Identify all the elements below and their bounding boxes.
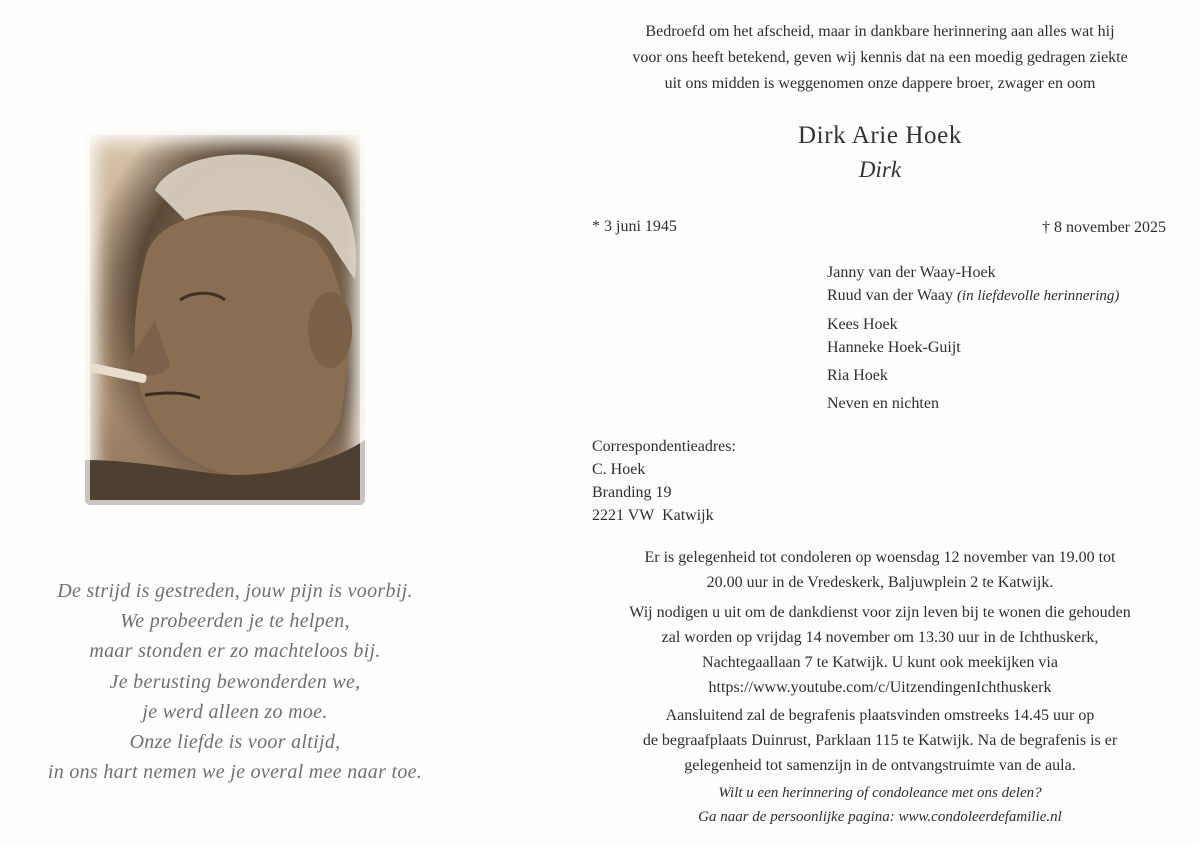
family-member: Neven en nichten — [827, 395, 939, 412]
deceased-nickname: Dirk — [858, 157, 902, 182]
poem-line: maar stonden er zo machteloos bij. — [89, 640, 381, 663]
service-line: Nachtegaallaan 7 te Katwijk. U kunt ook meekijken via — [702, 654, 1058, 671]
family-group — [827, 392, 1119, 415]
poem-line: Je berusting bewonderden we, — [109, 670, 361, 693]
right-panel — [585, 0, 1175, 846]
burial-info — [585, 703, 1175, 778]
address-line: Correspondentieadres: — [592, 438, 736, 455]
family-member: Ria Hoek — [827, 367, 888, 384]
deceased-name: Dirk Arie Hoek — [798, 122, 962, 149]
share-line: Wilt u een herinnering of condoleance met ons delen? — [718, 785, 1042, 801]
burial-line: Aansluitend zal de begrafenis plaatsvinden omstreeks 14.45 uur op — [665, 707, 1095, 724]
poem-line: We probeerden je te helpen, — [120, 610, 350, 633]
birth-date: * 3 juni 1945 — [592, 218, 677, 235]
portrait-illustration — [85, 130, 365, 505]
left-panel — [0, 0, 470, 846]
burial-line: gelegenheid tot samenzijn in de ontvangstruimte van de aula. — [684, 757, 1076, 774]
death-date: † 8 november 2025 — [1042, 219, 1166, 236]
intro-line: voor ons heeft betekend, geven wij kennis dat na een moedig gedragen ziekte — [632, 49, 1128, 66]
share-link[interactable]: Ga naar de persoonlijke pagina: www.condoleerdefamilie.nl — [698, 809, 1062, 825]
intro-text — [585, 19, 1175, 97]
intro-line: Bedroefd om het afscheid, maar in dankbare herinnering aan alles wat hij — [645, 23, 1115, 40]
family-group — [827, 261, 1119, 308]
burial-line: de begraafplaats Duinrust, Parklaan 115 te Katwijk. Na de begrafenis is er — [642, 732, 1118, 749]
correspondence-address — [592, 435, 736, 527]
service-line: Wij nodigen u uit om de dankdienst voor zijn leven bij te wonen die gehouden — [629, 604, 1131, 621]
family-list — [827, 261, 1119, 420]
address-line: C. Hoek — [592, 461, 646, 478]
address-line: Branding 19 — [592, 484, 672, 501]
poem-line: De strijd is gestreden, jouw pijn is voorbij. — [57, 580, 413, 602]
family-member — [827, 284, 1119, 308]
condolence-line: 20.00 uur in de Vredeskerk, Baljuwplein 2 te Katwijk. — [706, 574, 1054, 591]
family-member-name: Ruud van der Waay — [827, 287, 953, 304]
service-stream-link[interactable]: https://www.youtube.com/c/UitzendingenIchthuskerk — [708, 679, 1052, 696]
poem — [0, 576, 470, 787]
service-line: zal worden op vrijdag 14 november om 13.30 uur in de Ichthuskerk, — [661, 629, 1099, 646]
family-group — [827, 313, 1119, 359]
portrait-photo — [85, 130, 365, 505]
family-member: Kees Hoek — [827, 316, 898, 333]
address-line: 2221 VW Katwijk — [592, 507, 714, 524]
family-group — [827, 364, 1119, 387]
condolence-info — [585, 545, 1175, 595]
poem-line: je werd alleen zo moe. — [142, 700, 328, 723]
poem-line: Onze liefde is voor altijd, — [129, 731, 341, 754]
poem-line: in ons hart nemen we je overal mee naar toe. — [47, 761, 423, 784]
service-info — [585, 600, 1175, 700]
family-member-note: (in liefdevolle herinnering) — [956, 288, 1120, 304]
family-member: Janny van der Waay-Hoek — [827, 264, 996, 281]
share-memory — [585, 781, 1175, 829]
family-member: Hanneke Hoek-Guijt — [827, 339, 961, 356]
intro-line: uit ons midden is weggenomen onze dappere broer, zwager en oom — [664, 75, 1096, 92]
condolence-line: Er is gelegenheid tot condoleren op woensdag 12 november van 19.00 tot — [644, 549, 1116, 566]
